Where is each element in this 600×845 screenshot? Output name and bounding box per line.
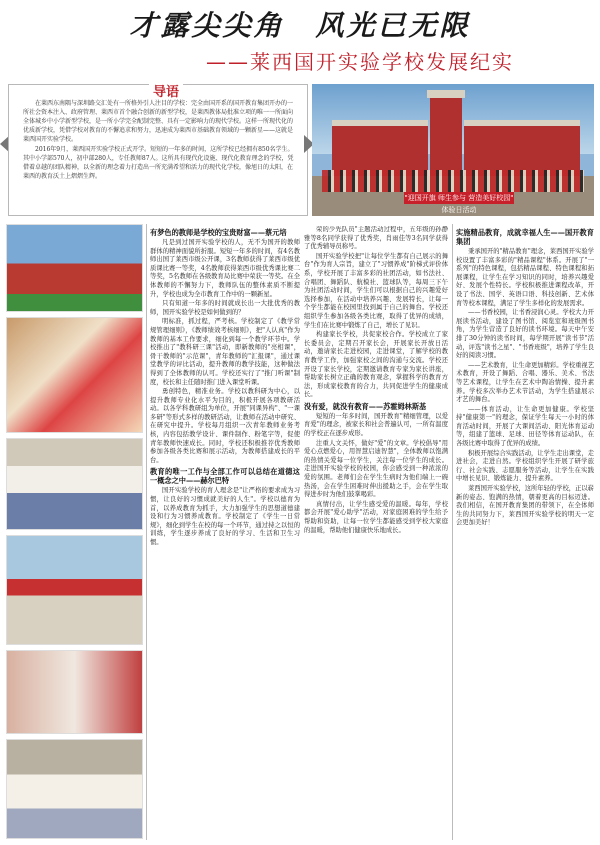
section-heading: 实施精品教育，成就幸福人生——国开教育集团 [456,228,594,246]
building-right [464,124,580,176]
paragraph: ——艺术教育，让生命更加精彩。学校重视艺术教育，开设了舞蹈、合唱、器乐、美术、书法等艺术课程，让学生在艺术中陶冶情操、提升素养。学校多次举办艺术节活动，为学生搭建展示才艺的舞台。 [456,361,594,404]
roof-right [464,120,580,126]
paragraph: 明标准，抓过程，严考核。学校制定了《教学常规管理细则》，《教师绩效考核细则》，把"人认真"作为教师的基本工作要求，细化到每一个教学环节中。学校推出了"教科研三课"活动，即新教师的"亮相课"，骨干教师的"示范课"，青年教师的"汇报课"，通过课堂教学的评比活动，提升教师的教学技能，这种做法得到了全体教师的认可。学校还实行了"推门听课"制度，校长和主任随时推门进入课堂听课。 [150,318,300,386]
paragraph: 莱西国开实验学校，这所年轻的学校，正以崭新的姿态、饱满的热情，朝着更高的目标迈进。我们相信，在国开教育集团的带领下，在全体师生的共同努力下，莱西国开实验学校的明天一定会更加美好！ [456,485,594,527]
subtitle: ——莱西国开实验学校发展纪实 [206,50,514,74]
music-class-photo [6,650,143,734]
column-divider [146,224,147,840]
paragraph: 凡是到过国开实验学校的人，无不为国开的教师群体的精神面貌所折服。短短一年多的时间，有4名教师出国了莱西市级公开课，3名教师获得了莱西市级优质课比赛一等奖，4名教师获得莱西市级优秀课比赛二等奖，5名教师在各级教育局比赛中荣获一等奖。在全体教师的不懈努力下，教师队伍的整体素质不断提升，学校也成为全市教育工作中的一颗新星。 [150,239,300,298]
headline [0,4,600,75]
article-column-2 [304,226,448,840]
clock-tower [430,94,462,176]
roof-left [332,120,428,126]
classroom-photo [6,438,143,530]
guide-title: 导语 [149,81,183,100]
section-heading: 没有爱，就没有教育——苏霍姆林斯基 [304,401,427,411]
guide-paragraph: 2016年9月，莱西国开实验学校正式开学。短短的一年多的时间，这所学校已经拥有850名学生。其中小学部570人，初中部280人，专任教师87人。这所具有现代化设施、现代化教育理念的学校，凭借着卓越的团队精神，以全新的理念着力打造出一所充满希望和活力的现代化学校，像旭日的太阳，在莱西的教育沃土上熠熠生辉。 [23,146,294,180]
paragraph: 荣的少先队员"主题活动过程中，五年级的孙静雅等8名同学获得了优秀奖，肖雨佳等3名同学获得了优秀辅导员称号。 [304,226,448,251]
library-reading-photo [6,739,143,839]
main-title: 才露尖尖角 风光已无限 [129,9,471,42]
section-heading: 教育的唯一工作与全部工作可以总结在道德这一概念之中——赫尔巴特 [150,467,300,486]
guide-box [8,84,308,216]
guide-text [23,99,297,182]
building-left [332,124,428,176]
paragraph: 真情付出，让学生感受爱的温暖。每年，学校都会开展"爱心助学"活动，对家庭困难的学生给予帮助和资助，让每一位学生都能感受到学校大家庭的温暖，帮助他们健康快乐地成长。 [304,500,448,534]
paragraph: ——书香校园，让书香浸润心灵。学校大力开展读书活动，建设了图书馆、阅览室和班级图书角，为学生营造了良好的读书环境。每天中午安排了30分钟的读书时间，每学期开展"读书节"活动，评选"读书之星"、"书香班级"，培养了学生良好的阅读习惯。 [456,309,594,360]
paragraph: ——体育活动，让生命更加健康。学校坚持"健康第一"的理念，保证学生每天一小时的体育活动时间，开展了大课间活动、阳光体育运动等，组建了篮球、足球、田径等体育运动队，在各级比赛中取得了优异的成绩。 [456,405,594,448]
paragraph: 国开实验学校把"让每位学生都有自己展示的舞台"作为育人宗旨，建立了"习惯养成"阶梯式评价体系，学校开展了丰富多彩的社团活动，如书法社、合唱团、舞蹈队、航模社、篮球队等，每周三下午为社团活动时间，学生们可以根据自己的兴趣爱好选择参加，在活动中培养兴趣、发展特长，让每一个学生都能在校园里找到属于自己的舞台。学校还组织学生参加各级各类比赛，取得了优异的成绩，学生们在比赛中锻炼了自己，增长了见识。 [304,252,448,329]
article-column-1 [150,226,300,840]
hero-photo [312,84,594,216]
paragraph: 只有知道一年多的时间就成长出一大批优秀的教师，国开实验学校是如何做到的？ [150,300,300,316]
paragraph: 秉承国开的"精品教育"理念，莱西国开实验学校设置了丰富多彩的"精品课程"体系。开展了"一系列"的特色课程，包括精品课程、特色课程和拓展课程，让学生在学习知识的同时，培养兴趣爱好、发展个性特长。学校积极推进课程改革，开设了书法、国学、英语口语、科技创新、艺术体育等校本课程，满足了学生多样化的发展需求。 [456,248,594,307]
tower-roof [427,90,465,98]
guide-paragraph: 在莱西东南隅与深圳路交汇处有一所格外引人注目的学校：完全由国开系的国开教育集团开办的一所社会资本注入、政府管理、莱西市首个融合创新的新型学校，是莱西教体局批准立项的唯一一所面向全体城乡中小学新型学校，是一所小学完全配制完整、具有一定影响力的现代学校。这样一所现代化的优质新学校，凭借学校对教育的不懈追求和努力，迅速成为莱西市基础教育领域的一颗新星——这就是莱西国开实验学校。 [23,100,294,143]
paragraph: 积极开展综合实践活动，让学生走出课堂，走进社会，走进自然。学校组织学生开展了研学旅行、社会实践、志愿服务等活动，让学生在实践中增长见识、锻炼能力、提升素养。 [456,449,594,483]
crowd [322,170,584,192]
event-banner: "迎国开旗 师生参与 营造美好校园" 体验日活动 [404,194,514,214]
article-column-3 [456,226,594,840]
school-campus-photo [6,224,143,312]
students-exercise-photo [6,535,143,645]
paragraph: 短短的一年多时间，国开教育"精细管理，以爱育爱"的理念，被家长和社会普遍认可，一所有温度的学校正在逐步成形。 [304,412,448,438]
paragraph: 构建家长学校，共促家校合作。学校成立了家长委员会，定期召开家长会，开展家长开放日活动，邀请家长走进校园，走进课堂，了解学校的教育教学工作，加强家校之间的沟通与交流。学校还开设了家长学校，定期邀请教育专家为家长讲座，帮助家长树立正确的教育观念，掌握科学的教育方法，形成家校教育的合力，共同促进学生的健康成长。 [304,331,448,399]
paragraph: 国开实验学校的育人理念是"让严格的要求成为习惯，让良好的习惯成就美好的人生"。学校以德育为首，以养成教育为抓手，大力加强学生的思想道德建设和行为习惯养成教育。学校制定了《学生一日常规》，细化到学生在校的每一个环节，通过持之以恒的训练，学生逐步养成了良好的学习、生活和卫生习惯。 [150,487,300,546]
photo-column [6,224,143,844]
students-dining-photo [6,317,143,433]
column-divider [452,224,453,840]
section-heading: 有梦色的教师是学校的宝贵财富——蔡元培 [150,228,287,237]
paragraph: 勇创特色，精准业务。学校以教科研为中心，以提升教师专业化水平为目的，积极开展各项教研活动。以各学科教研组为单位，开展"同课异构"、"一课多研"等形式多样的教研活动，让教师在活动中研究、在研究中提升。学校每月组织一次青年教师业务考核，内容包括教学设计、课件制作、粉笔字等，促使青年教师快速成长。同时，学校还积极推荐优秀教师参加各级各类比赛和展示活动，为教师搭建成长的平台。 [150,388,300,464]
paragraph: 注重人文关怀，做好"爱"的文章。学校倡导"用爱心点燃爱心，用智慧启迪智慧"，全体教师以饱满的热情关爱每一位学生，关注每一位学生的成长。走进国开实验学校的校园，你会感受到一种浓浓的爱的氛围。老师们会在学生生病时为他们端上一碗热汤，会在学生困难时伸出援助之手，会在学生取得进步时为他们鼓掌喝彩。 [304,439,448,499]
